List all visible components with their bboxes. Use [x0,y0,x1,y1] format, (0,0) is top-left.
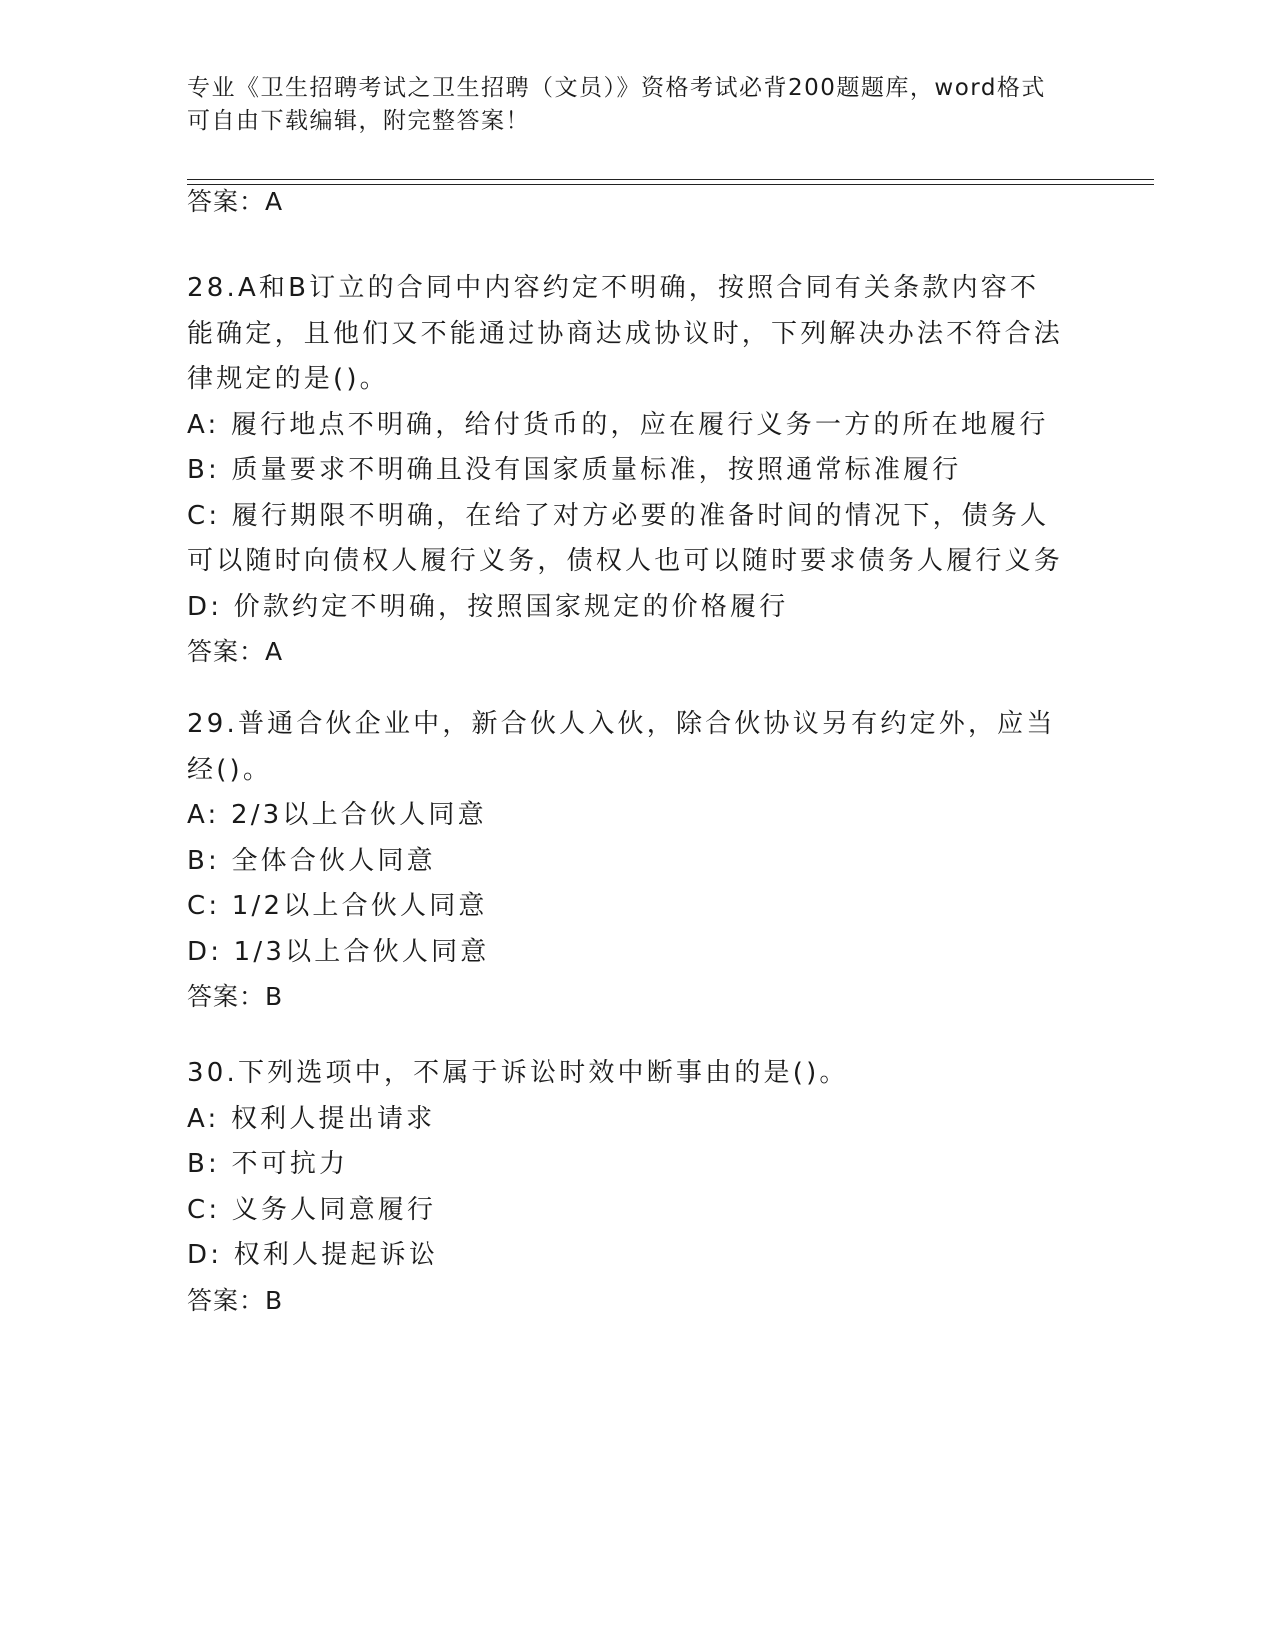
option-a: A: 权利人提出请求 [187,1103,436,1134]
option-d: D: 价款约定不明确，按照国家规定的价格履行 [187,591,789,622]
question-28 [187,266,1067,674]
option-b: B: 质量要求不明确且没有国家质量标准，按照通常标准履行 [187,455,962,485]
option-c: C: 履行期限不明确，在给了对方必要的准备时间的情况下，债务人可以随时向债权人履行义务，债权人也可以随时要求债务人履行义务 [187,500,1064,576]
option-c: C: 义务人同意履行 [187,1194,437,1225]
option-b: B: 全体合伙人同意 [187,845,436,876]
answer-line: 答案：B [187,982,284,1011]
question-stem: 30.下列选项中，不属于诉讼时效中断事由的是()。 [187,1058,849,1088]
answer-line: 答案：A [187,187,284,216]
option-c: C: 1/2以上合伙人同意 [187,891,488,921]
option-d: D: 权利人提起诉讼 [187,1240,439,1270]
question-29 [187,702,1067,1019]
answer-line: 答案：B [187,1285,284,1315]
document-header: 专业《卫生招聘考试之卫生招聘（文员）》资格考试必背200题题库，word格式可自由下载编辑，附完整答案！ [187,75,1046,134]
option-d: D: 1/3以上合伙人同意 [187,936,490,967]
question-stem: 29.普通合伙企业中，新合伙人入伙，除合伙协议另有约定外，应当经()。 [187,709,1056,785]
question-stem: 28.A和B订立的合同中内容约定不明确，按照合同有关条款内容不能确定，且他们又不能通过协商达成协议时，下列解决办法不符合法律规定的是()。 [187,273,1064,394]
option-a: A: 2/3以上合伙人同意 [187,800,487,830]
question-30 [187,1051,1067,1323]
option-a: A: 履行地点不明确，给付货币的，应在履行义务一方的所在地履行 [187,409,1049,440]
option-b: B: 不可抗力 [187,1149,349,1179]
answer-line: 答案：A [187,637,284,666]
